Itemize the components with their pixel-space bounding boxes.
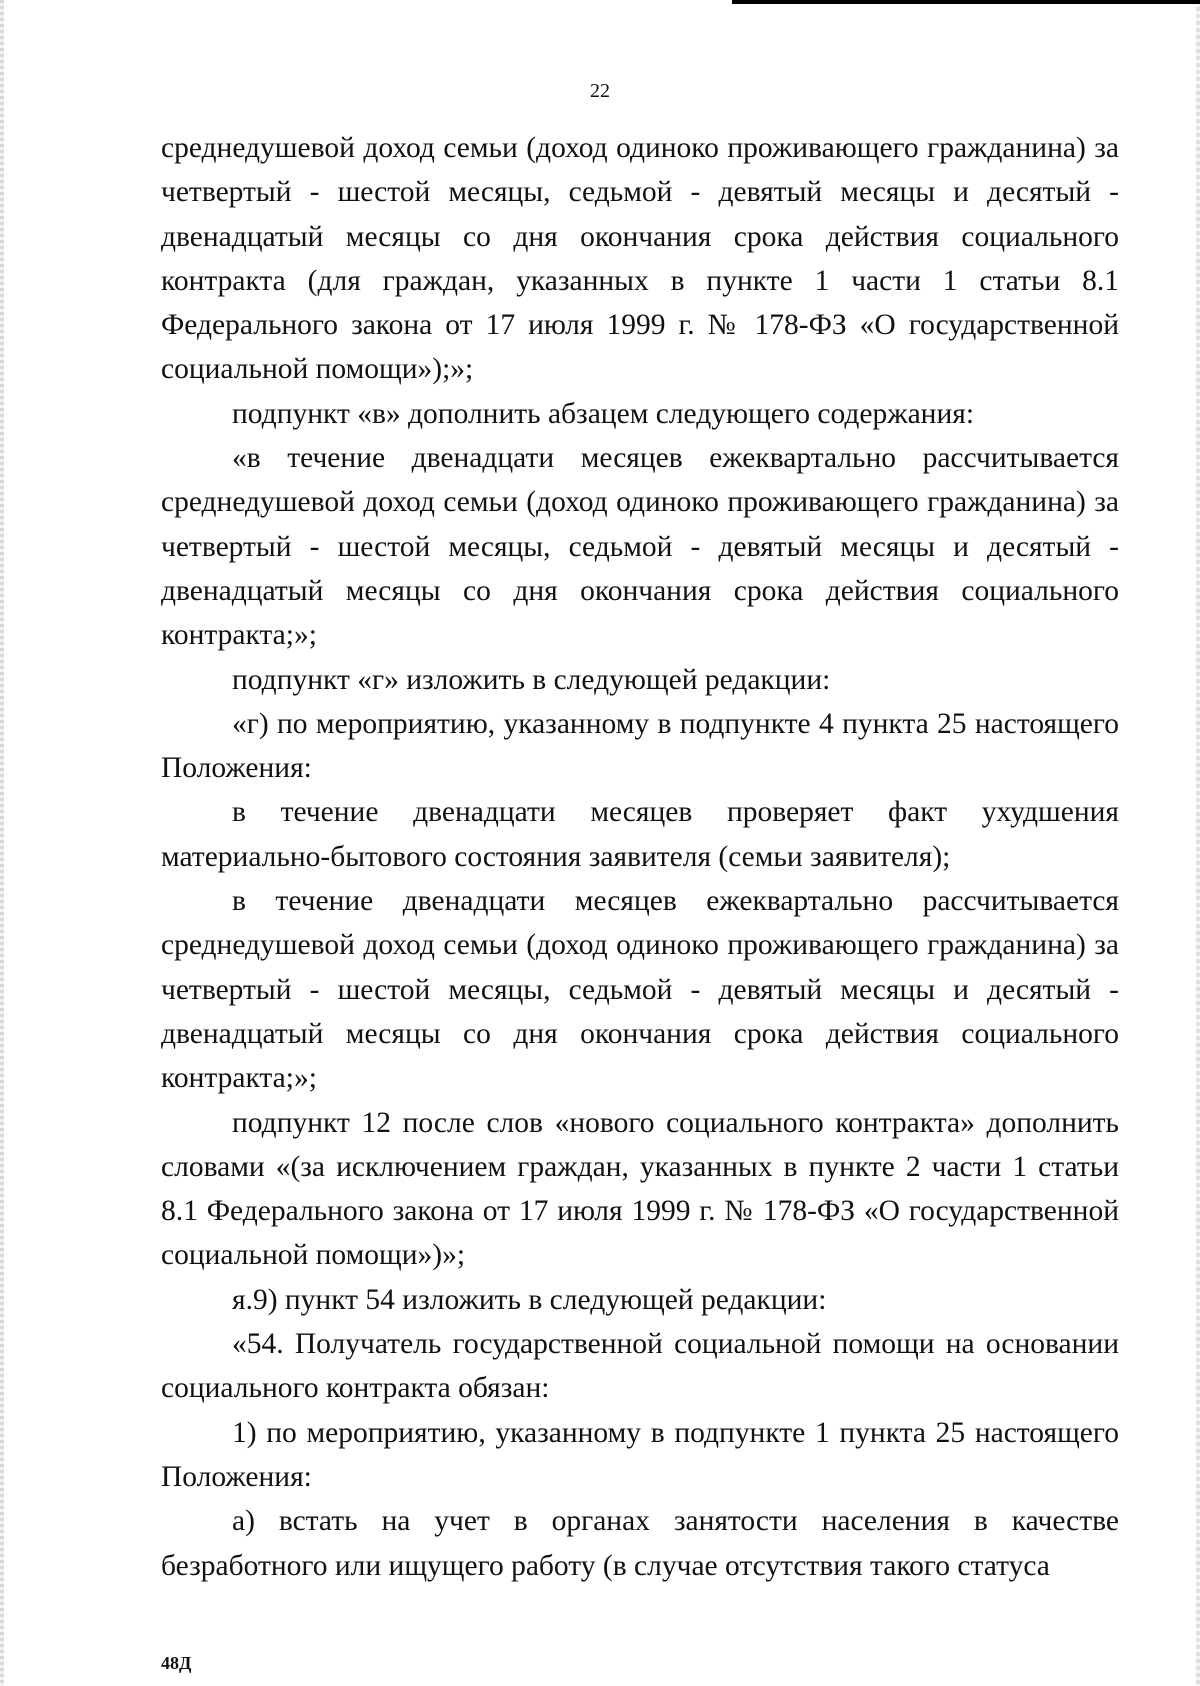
document-body	[161, 126, 1119, 1588]
paragraph: среднедушевой доход семьи (доход одиноко проживающего гражданина) за четвертый - шестой месяцы, седьмой - девятый месяцы и десятый - двенадцатый месяцы со дня окончания срока действия социального контракта (для граждан, указанных в пункте 1 части 1 статьи 8.1 Федерального закона от 17 июля 1999 г. № 178-ФЗ «О государственной социальной помощи»);»;	[161, 132, 1119, 386]
top-rule	[732, 0, 1200, 4]
paragraph: я.9) пункт 54 изложить в следующей редакции:	[232, 1283, 827, 1316]
paragraph: «в течение двенадцати месяцев ежеквартально рассчитывается среднедушевой доход семьи (доход одиноко проживающего гражданина) за четвертый - шестой месяцы, седьмой - девятый месяцы и десятый - двенадцатый месяцы со дня окончания срока действия социального контракта;»;	[161, 442, 1119, 652]
paragraph: в течение двенадцати месяцев ежеквартально рассчитывается среднедушевой доход семьи (доход одиноко проживающего гражданина) за четвертый - шестой месяцы, седьмой - девятый месяцы и десятый - двенадцатый месяцы со дня окончания срока действия социального контракта;»;	[161, 885, 1119, 1095]
paragraph: «г) по мероприятию, указанному в подпункте 4 пункта 25 настоящего Положения:	[161, 707, 1119, 785]
paragraph: «54. Получатель государственной социальной помощи на основании социального контракта обязан:	[161, 1328, 1119, 1405]
paragraph: 1) по мероприятию, указанному в подпункте 1 пункта 25 настоящего Положения:	[161, 1416, 1119, 1493]
footer-code: 48Д	[161, 1653, 192, 1673]
scan-right-edge	[1196, 0, 1200, 1686]
paragraph: подпункт «г» изложить в следующей редакции:	[232, 663, 831, 696]
paragraph: подпункт «в» дополнить абзацем следующего содержания:	[232, 397, 975, 430]
paragraph: а) встать на учет в органах занятости населения в качестве безработного или ищущего работу (в случае отсутствия такого статуса	[161, 1505, 1119, 1582]
paragraph: подпункт 12 после слов «нового социального контракта» дополнить словами «(за исключением граждан, указанных в пункте 2 части 1 статьи 8.1 Федерального закона от 17 июля 1999 г. № 178-ФЗ «О государственной социальной помощи»)»;	[161, 1106, 1119, 1272]
scan-left-edge	[0, 0, 4, 1686]
page-number: 22	[590, 80, 610, 102]
paragraph: в течение двенадцати месяцев проверяет факт ухудшения материально-бытового состояния заявителя (семьи заявителя);	[161, 796, 1119, 873]
